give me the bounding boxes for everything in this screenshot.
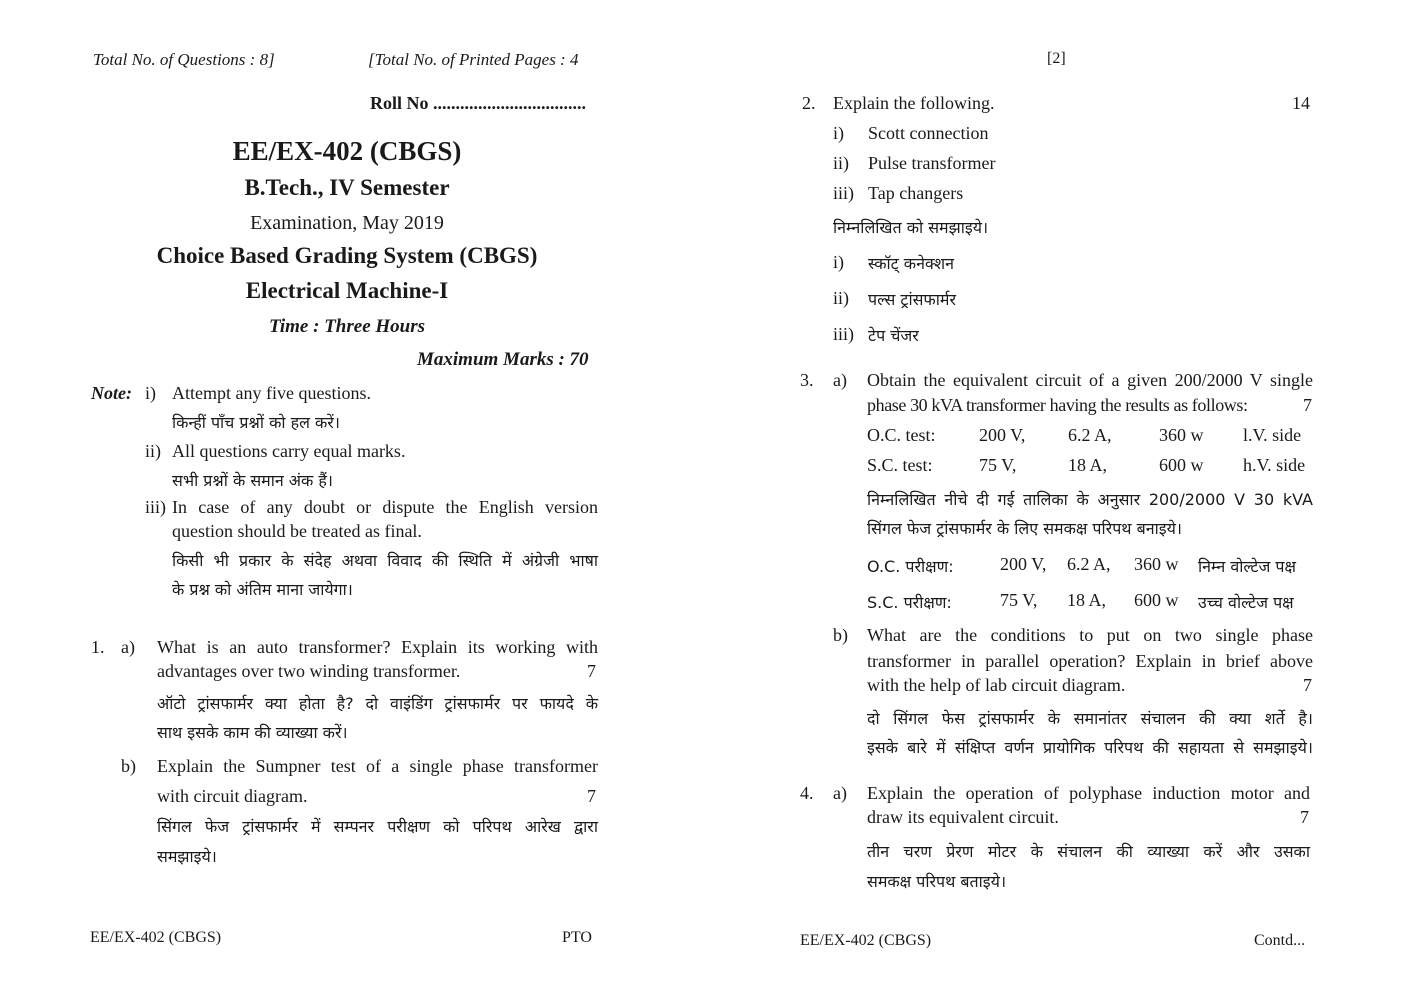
q2-text: Explain the following. — [833, 93, 995, 113]
table-cell: 360 w — [1159, 425, 1204, 445]
table-cell: 75 V, — [1000, 590, 1038, 610]
note-3-en-line2: question should be treated as final. — [172, 521, 422, 541]
note-3-hi-line2: के प्रश्न को अंतिम माना जायेगा। — [172, 580, 353, 599]
note-2-hi: सभी प्रश्नों के समान अंक हैं। — [172, 471, 333, 490]
q3a-label: a) — [833, 370, 847, 390]
table-cell: O.C. परीक्षण: — [867, 557, 954, 576]
note-num-2: ii) — [145, 441, 161, 461]
q4a-en-line2: draw its equivalent circuit. — [867, 807, 1059, 827]
exam-page-2 — [702, 0, 1404, 992]
table-cell: S.C. test: — [867, 455, 933, 475]
table-cell: O.C. test: — [867, 425, 936, 445]
note-3-en-line1: In case of any doubt or dispute the English version — [172, 497, 598, 517]
table-cell: 600 w — [1159, 455, 1204, 475]
q4a-hi-line1: तीन चरण प्रेरण मोटर के संचालन की व्याख्या करें और उसका — [867, 842, 1310, 861]
q3a-marks: 7 — [1303, 395, 1312, 415]
q1a-hi-line1: ऑटो ट्रांसफार्मर क्या होता है? दो वाइंडिंग ट्रांसफार्मर पर फायदे के — [157, 694, 598, 713]
exam-duration: Time : Three Hours — [268, 316, 426, 337]
total-questions: Total No. of Questions : 8] — [93, 50, 275, 69]
q4a-hi-line2: समकक्ष परिपथ बताइये। — [867, 872, 1007, 891]
table-cell: 360 w — [1134, 554, 1179, 574]
paper-code: EE/EX-402 (CBGS) — [232, 136, 462, 166]
table-cell: 6.2 A, — [1068, 425, 1112, 445]
table-cell: 75 V, — [979, 455, 1017, 475]
q1b-hi-line2: समझाइये। — [157, 847, 217, 866]
footer-pto: PTO — [562, 929, 592, 946]
q3b-label: b) — [833, 625, 848, 645]
q2-item2-num: ii) — [833, 153, 849, 173]
q4a-en-line1: Explain the operation of polyphase induction motor and — [867, 783, 1310, 803]
q1a-en-line2: advantages over two winding transformer. — [157, 661, 461, 681]
q2-item3-text: Tap changers — [868, 183, 964, 203]
table-cell: 600 w — [1134, 590, 1179, 610]
q4-number: 4. — [800, 783, 814, 803]
footer-paper-code: EE/EX-402 (CBGS) — [800, 932, 932, 949]
course: B.Tech., IV Semester — [244, 175, 450, 200]
exam-session: Examination, May 2019 — [250, 212, 444, 234]
q1a-label: a) — [121, 637, 135, 657]
q4a-marks: 7 — [1300, 807, 1309, 827]
q2-hi-item1-text: स्कॉट् कनेक्शन — [868, 254, 955, 273]
q3b-en-line3: with the help of lab circuit diagram. — [867, 675, 1126, 695]
q2-item3-num: iii) — [833, 183, 854, 203]
table-cell: 200 V, — [1000, 554, 1047, 574]
q2-hi-item2-text: पल्स ट्रांसफार्मर — [868, 290, 957, 309]
table-cell: 18 A, — [1067, 590, 1107, 610]
note-label: Note: — [91, 383, 132, 403]
q2-hi-text: निम्नलिखित को समझाइये। — [833, 218, 989, 237]
q1b-en-line2: with circuit diagram. — [157, 786, 308, 806]
q2-item2-text: Pulse transformer — [868, 153, 996, 173]
q2-marks: 14 — [1292, 93, 1310, 113]
q3b-hi-line1: दो सिंगल फेस ट्रांसफार्मर के समानांतर संचालन की क्या शर्ते है। — [867, 709, 1313, 728]
q1b-label: b) — [121, 756, 136, 776]
q2-hi-item3-text: टेप चेंजर — [868, 326, 919, 345]
q3b-hi-line2: इसके बारे में संक्षिप्त वर्णन प्रायोगिक परिपथ की सहायता से समझाइये। — [867, 738, 1313, 757]
q3b-marks: 7 — [1303, 675, 1312, 695]
q2-number: 2. — [802, 93, 816, 113]
note-num-3: iii) — [145, 497, 166, 517]
note-num-1: i) — [145, 383, 156, 403]
note-2-en: All questions carry equal marks. — [172, 441, 406, 461]
table-cell: निम्न वोल्टेज पक्ष — [1198, 557, 1296, 576]
table-cell: l.V. side — [1243, 425, 1302, 445]
table-cell: S.C. परीक्षण: — [867, 593, 952, 612]
q1-number: 1. — [91, 637, 105, 657]
q1b-marks: 7 — [587, 786, 596, 806]
note-1-en: Attempt any five questions. — [172, 383, 371, 403]
q3-number: 3. — [800, 370, 814, 390]
q1a-en-line1: What is an auto transformer? Explain its working with — [157, 637, 598, 657]
q2-item1-num: i) — [833, 123, 844, 143]
maximum-marks: Maximum Marks : 70 — [417, 349, 589, 370]
table-cell: 18 A, — [1068, 455, 1108, 475]
total-pages: [Total No. of Printed Pages : 4 — [368, 50, 579, 69]
q3a-en-line2: phase 30 kVA transformer having the results as follows: — [867, 395, 1248, 415]
table-cell: 6.2 A, — [1067, 554, 1111, 574]
page-number: [2] — [1047, 50, 1066, 67]
q1a-hi-line2: साथ इसके काम की व्याख्या करें। — [157, 723, 348, 742]
roll-no: Roll No .................................. — [370, 93, 586, 113]
table-cell: h.V. side — [1243, 455, 1306, 475]
table-cell: 200 V, — [979, 425, 1026, 445]
q1a-marks: 7 — [587, 661, 596, 681]
q2-item1-text: Scott connection — [868, 123, 989, 143]
q3a-en-line1: Obtain the equivalent circuit of a given 200/2000 V single — [867, 370, 1313, 390]
q3b-en-line2: transformer in parallel operation? Explain in brief above — [867, 651, 1313, 671]
q3a-hi-line1: निम्नलिखित नीचे दी गई तालिका के अनुसार 200/2000 V 30 kVA — [867, 490, 1313, 509]
note-3-hi-line1: किसी भी प्रकार के संदेह अथवा विवाद की स्थिति में अंग्रेजी भाषा — [172, 551, 598, 570]
note-1-hi: किन्हीं पाँच प्रश्नों को हल करें। — [172, 413, 340, 432]
footer-paper-code: EE/EX-402 (CBGS) — [90, 929, 222, 946]
subject-title: Electrical Machine-I — [245, 278, 449, 303]
q3a-hi-line2: सिंगल फेज ट्रांसफार्मर के लिए समकक्ष परिपथ बनाइये। — [867, 519, 1182, 538]
q2-hi-item2-num: ii) — [833, 288, 849, 308]
q3b-en-line1: What are the conditions to put on two single phase — [867, 625, 1313, 645]
q2-hi-item3-num: iii) — [833, 324, 854, 344]
q4a-label: a) — [833, 783, 847, 803]
table-cell: उच्च वोल्टेज पक्ष — [1198, 593, 1294, 612]
footer-contd: Contd... — [1254, 932, 1306, 949]
q1b-en-line1: Explain the Sumpner test of a single phase transformer — [157, 756, 598, 776]
q1b-hi-line1: सिंगल फेज ट्रांसफार्मर में सम्पनर परीक्षण को परिपथ आरेख द्वारा — [157, 817, 598, 836]
grading-scheme: Choice Based Grading System (CBGS) — [156, 243, 538, 268]
q2-hi-item1-num: i) — [833, 252, 844, 272]
